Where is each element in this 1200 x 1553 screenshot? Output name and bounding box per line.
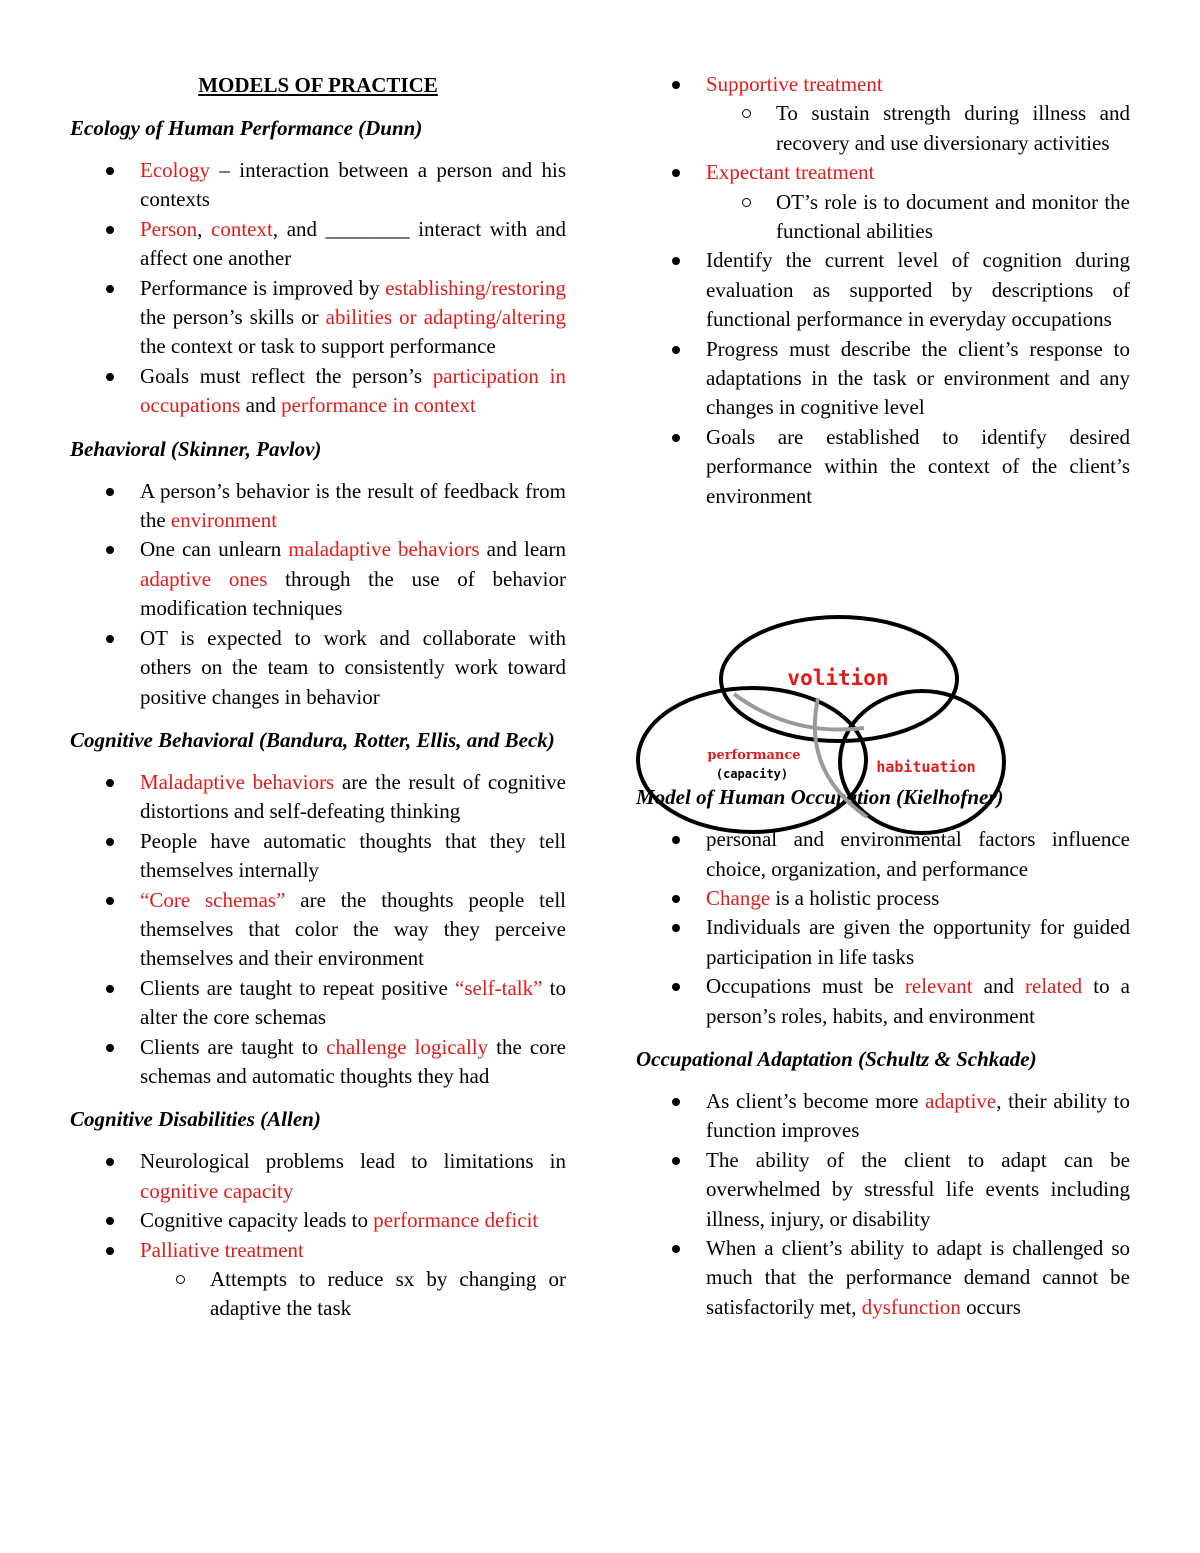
heading-cognitive-disabilities: Cognitive Disabilities (Allen) (70, 1107, 321, 1132)
overlap-arc-1 (734, 694, 864, 730)
sub-list-item: OT’s role is to document and monitor the functional abilities (706, 188, 1130, 247)
list-item: Cognitive capacity leads to performance deficit (70, 1206, 566, 1235)
list-item: Maladaptive behaviors are the result of cognitive distortions and self-defeating thinking (70, 768, 566, 827)
sub-list-item: Attempts to reduce sx by changing or adaptive the task (140, 1265, 566, 1324)
list-behavioral (70, 477, 566, 712)
list-item: Person, context, and ________ interact with and affect one another (70, 215, 566, 274)
list-item: Goals are established to identify desired performance within the context of the client’s environment (636, 423, 1130, 511)
list-item: People have automatic thoughts that they tell themselves internally (70, 827, 566, 886)
list-item: Clients are taught to challenge logically the core schemas and automatic thoughts they had (70, 1033, 566, 1092)
list-item: One can unlearn maladaptive behaviors and learn adaptive ones through the use of behavior modification techniques (70, 535, 566, 623)
heading-behavioral: Behavioral (Skinner, Pavlov) (70, 436, 322, 461)
list-item: Individuals are given the opportunity for guided participation in life tasks (636, 913, 1130, 972)
sub-list (140, 1265, 566, 1324)
list-item: Identify the current level of cognition during evaluation as supported by descriptions of functional performance in everyday occupations (636, 246, 1130, 334)
list-item: Performance is improved by establishing/restoring the person’s skills or abilities or adapting/altering the context or task to support performance (70, 274, 566, 362)
volition-label: volition (787, 666, 889, 690)
list-item: OT is expected to work and collaborate with others on the team to consistently work toward positive changes in behavior (70, 624, 566, 712)
capacity-label: (capacity) (715, 767, 789, 781)
left-column (70, 70, 566, 1338)
performance-label: performance (707, 748, 801, 763)
habituation-label: habituation (876, 758, 976, 776)
list-ecology (70, 156, 566, 421)
list-item: Ecology – interaction between a person and his contexts (70, 156, 566, 215)
list-item: Supportive treatment To sustain strength during illness and recovery and use diversionary activities (636, 70, 1130, 158)
list-cognitive-disabilities-part2 (636, 70, 1130, 511)
list-cognitive-disabilities-part1 (70, 1147, 566, 1323)
heading-occupational-adaptation: Occupational Adaptation (Schultz & Schkade) (636, 1046, 1037, 1071)
list-item: A person’s behavior is the result of feedback from the environment (70, 477, 566, 536)
list-moho (636, 825, 1130, 1031)
list-item: As client’s become more adaptive, their ability to function improves (636, 1087, 1130, 1146)
list-item: The ability of the client to adapt can be overwhelmed by stressful life events including illness, injury, or disability (636, 1146, 1130, 1234)
heading-ecology-human-performance: Ecology of Human Performance (Dunn) (70, 116, 423, 140)
list-item: Palliative treatment Attempts to reduce sx by changing or adaptive the task (70, 1236, 566, 1324)
list-item: Progress must describe the client’s response to adaptations in the task or environment and any changes in cognitive level (636, 335, 1130, 423)
list-cognitive-behavioral (70, 768, 566, 1091)
sub-list-item: To sustain strength during illness and recovery and use diversionary activities (706, 99, 1130, 158)
list-item: personal and environmental factors influence choice, organization, and performance (636, 825, 1130, 884)
list-item: Neurological problems lead to limitations in cognitive capacity (70, 1147, 566, 1206)
sub-list (706, 188, 1130, 247)
list-item: When a client’s ability to adapt is challenged so much that the performance demand cannot be satisfactorily met, dysfunction occurs (636, 1234, 1130, 1322)
heading-model-human-occupation: Model of Human Occupation (Kielhofner) (636, 785, 1004, 810)
list-item: Clients are taught to repeat positive “self-talk” to alter the core schemas (70, 974, 566, 1033)
moho-venn-diagram (632, 612, 1008, 838)
list-item: Occupations must be relevant and related to a person’s roles, habits, and environment (636, 972, 1130, 1031)
list-item: Change is a holistic process (636, 884, 1130, 913)
sub-list (706, 99, 1130, 158)
list-item: “Core schemas” are the thoughts people tell themselves that color the way they perceive themselves and their environment (70, 886, 566, 974)
page-title: MODELS OF PRACTICE (198, 73, 438, 97)
list-item: Goals must reflect the person’s participation in occupations and performance in context (70, 362, 566, 421)
list-occupational-adaptation (636, 1087, 1130, 1322)
heading-cognitive-behavioral: Cognitive Behavioral (Bandura, Rotter, Ellis, and Beck) (70, 727, 555, 752)
list-item: Expectant treatment OT’s role is to document and monitor the functional abilities (636, 158, 1130, 246)
